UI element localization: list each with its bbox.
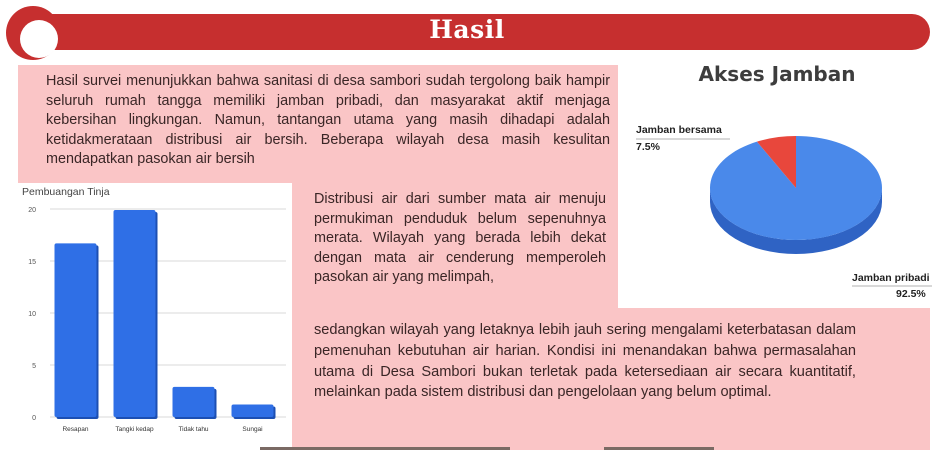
y-tick-label: 20 [28,207,36,214]
x-tick-label: Tangki kedap [115,426,154,433]
bar [55,243,97,417]
banner-circle-inner [20,20,58,58]
x-tick-label: Sungai [242,426,263,433]
x-tick-label: Resapan [62,426,89,433]
pie-chart-title: Akses Jamban [698,62,856,86]
intro-paragraph: Hasil survei menunjukkan bahwa sanitasi di desa sambori sudah tergolong baik hampir seluruh rumah tangga memiliki jamban pribadi, dan masyarakat aktif menjaga kebersihan lingkungan. Namun, tantangan utama yang masih dihadapi adalah ketidakmerataan distribusi air bersih. Beberapa wilayah desa masih kesulitan mendapatkan pasokan air bersih [46,73,610,167]
distribution-paragraph: Distribusi air dari sumber mata air menuju permukiman penduduk belum sepenuhnya merata. Wilayah yang berada lebih dekat dengan mata air cenderung memperoleh pasokan air yang melimpah, [314,191,606,285]
conclusion-paragraph: sedangkan wilayah yang letaknya lebih jauh sering mengalami keterbatasan dalam pemenuhan kebutuhan air harian. Kondisi ini menandakan bahwa permasalahan utama di Desa Sambori bukan terletak pada ketersediaan air secara kuantitatif, melainkan pada sistem distribusi dan pengelolaan yang belum optimal. [314,322,856,401]
y-tick-label: 10 [28,311,36,318]
pie-chart [620,52,934,308]
bar [114,210,156,417]
y-tick-label: 15 [28,259,36,266]
x-tick-label: Tidak tahu [178,426,209,433]
pie-label-private: Jamban pribadi [852,272,930,284]
bar-chart-container [18,183,292,440]
bar [173,387,215,417]
pie-pct-private: 92.5% [896,288,926,300]
banner-circle-decoration [6,6,60,60]
page-title: Hasil [429,15,505,44]
pie-label-shared: Jamban bersama [636,124,722,136]
y-tick-label: 0 [32,415,36,422]
bar-chart [18,183,292,440]
bar [232,405,274,417]
y-tick-label: 5 [32,363,36,370]
pie-pct-shared: 7.5% [636,141,660,153]
bar-chart-title: Pembuangan Tinja [22,186,110,198]
